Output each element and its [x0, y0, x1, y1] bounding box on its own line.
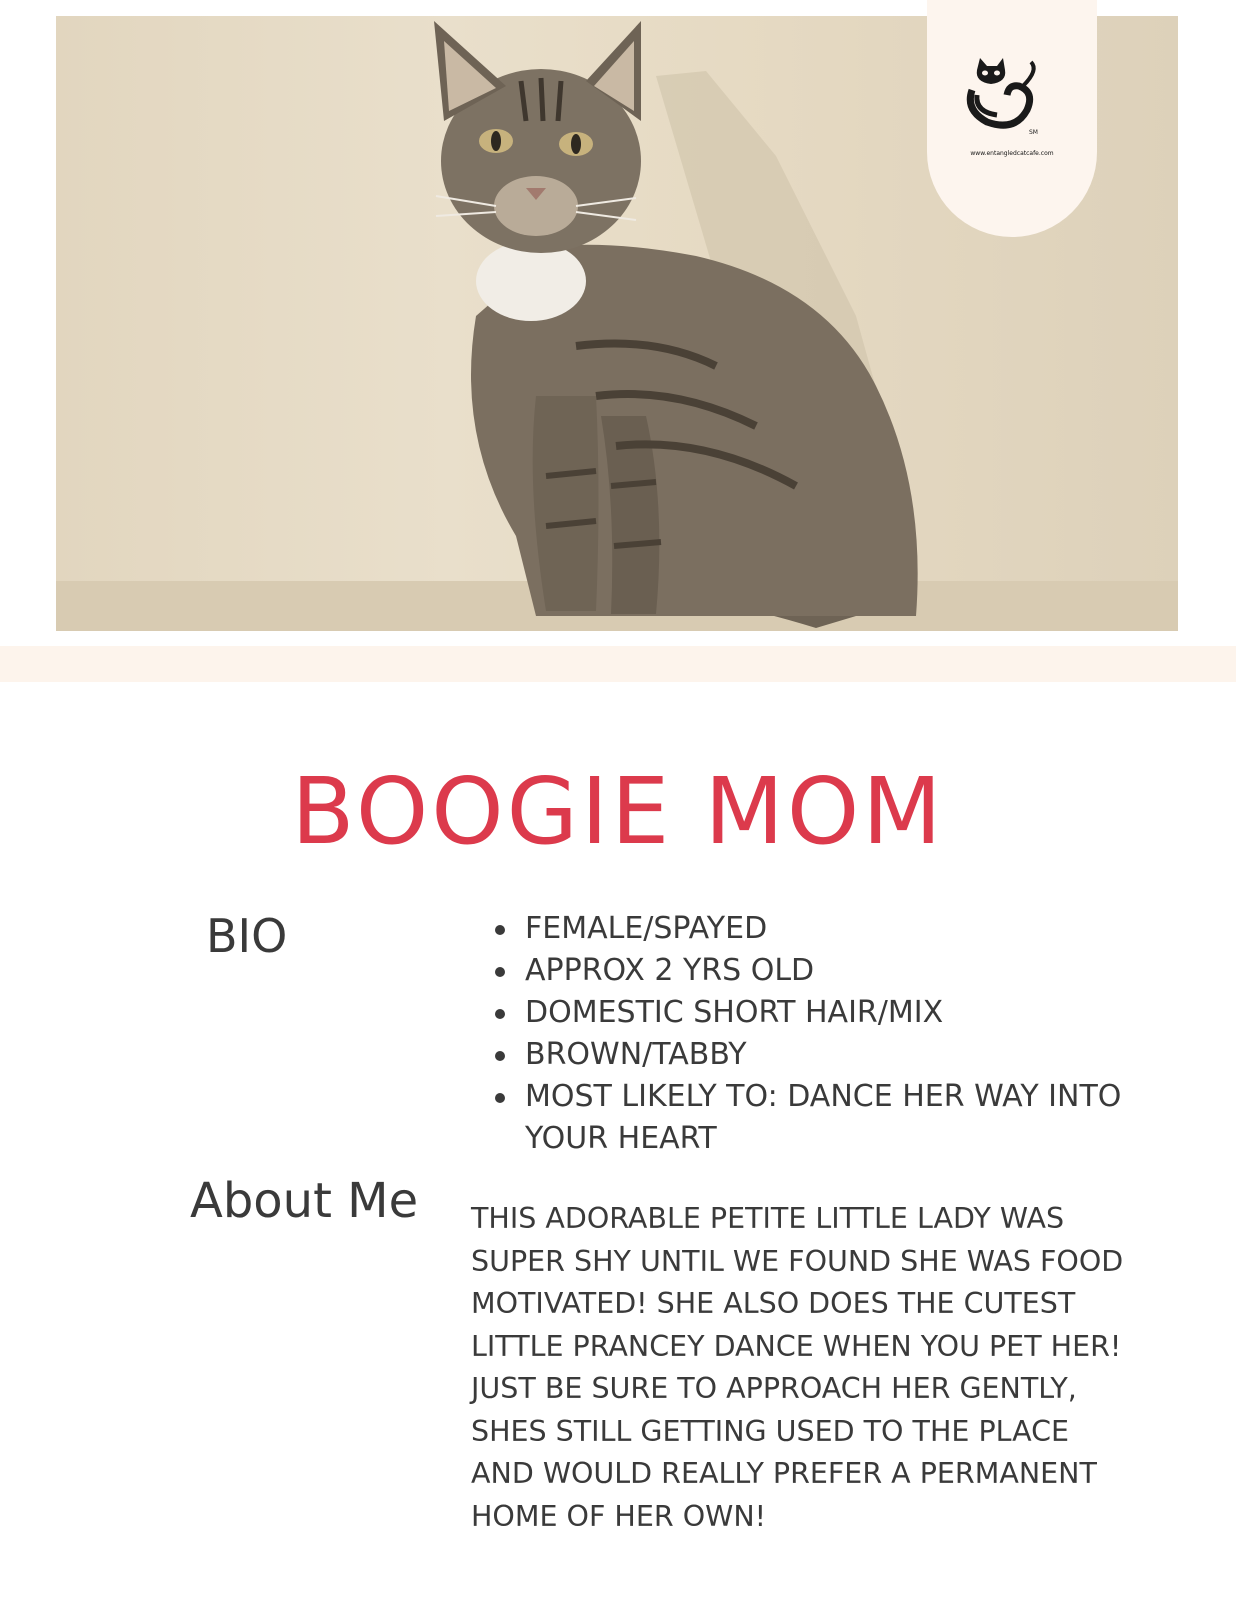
- bullet-icon: [495, 1093, 505, 1103]
- bio-item: [495, 1076, 1135, 1160]
- bio-item: [495, 908, 1135, 950]
- bio-item-text: FEMALE/SPAYED: [525, 911, 768, 946]
- bio-item-text: DOMESTIC SHORT HAIR/MIX: [525, 995, 944, 1030]
- bullet-icon: [495, 1051, 505, 1061]
- bullet-icon: [495, 1009, 505, 1019]
- bio-item-text: MOST LIKELY TO: DANCE HER WAY INTO YOUR HEART: [525, 1079, 1122, 1156]
- bio-heading: BIO: [206, 909, 288, 963]
- bio-item: [495, 992, 1135, 1034]
- cat-cafe-logo-icon: [927, 0, 1097, 160]
- cafe-logo-badge: [927, 0, 1097, 237]
- about-text: THIS ADORABLE PETITE LITTLE LADY WAS SUPER SHY UNTIL WE FOUND SHE WAS FOOD MOTIVATED! SHE ALSO DOES THE CUTEST LITTLE PRANCEY DANCE WHEN YOU PET HER! JUST BE SURE TO APPROACH HER GENTLY, SHES STILL GETTING USED TO THE PLACE AND WOULD REALLY PREFER A PERMANENT HOME OF HER OWN!: [471, 1202, 1124, 1533]
- bio-item: [495, 1034, 1135, 1076]
- logo-url: www.entangledcatcafe.com: [970, 150, 1054, 157]
- bio-list: [495, 908, 1135, 1160]
- bio-item-text: BROWN/TABBY: [525, 1037, 747, 1072]
- bio-item-text: APPROX 2 YRS OLD: [525, 953, 815, 988]
- bullet-icon: [495, 967, 505, 977]
- about-heading: About Me: [190, 1173, 419, 1229]
- divider-band: [0, 646, 1236, 682]
- bio-item: [495, 950, 1135, 992]
- logo-sm-mark: SM: [1029, 129, 1038, 136]
- bullet-icon: [495, 925, 505, 935]
- cat-name-title: BOOGIE MOM: [291, 757, 945, 865]
